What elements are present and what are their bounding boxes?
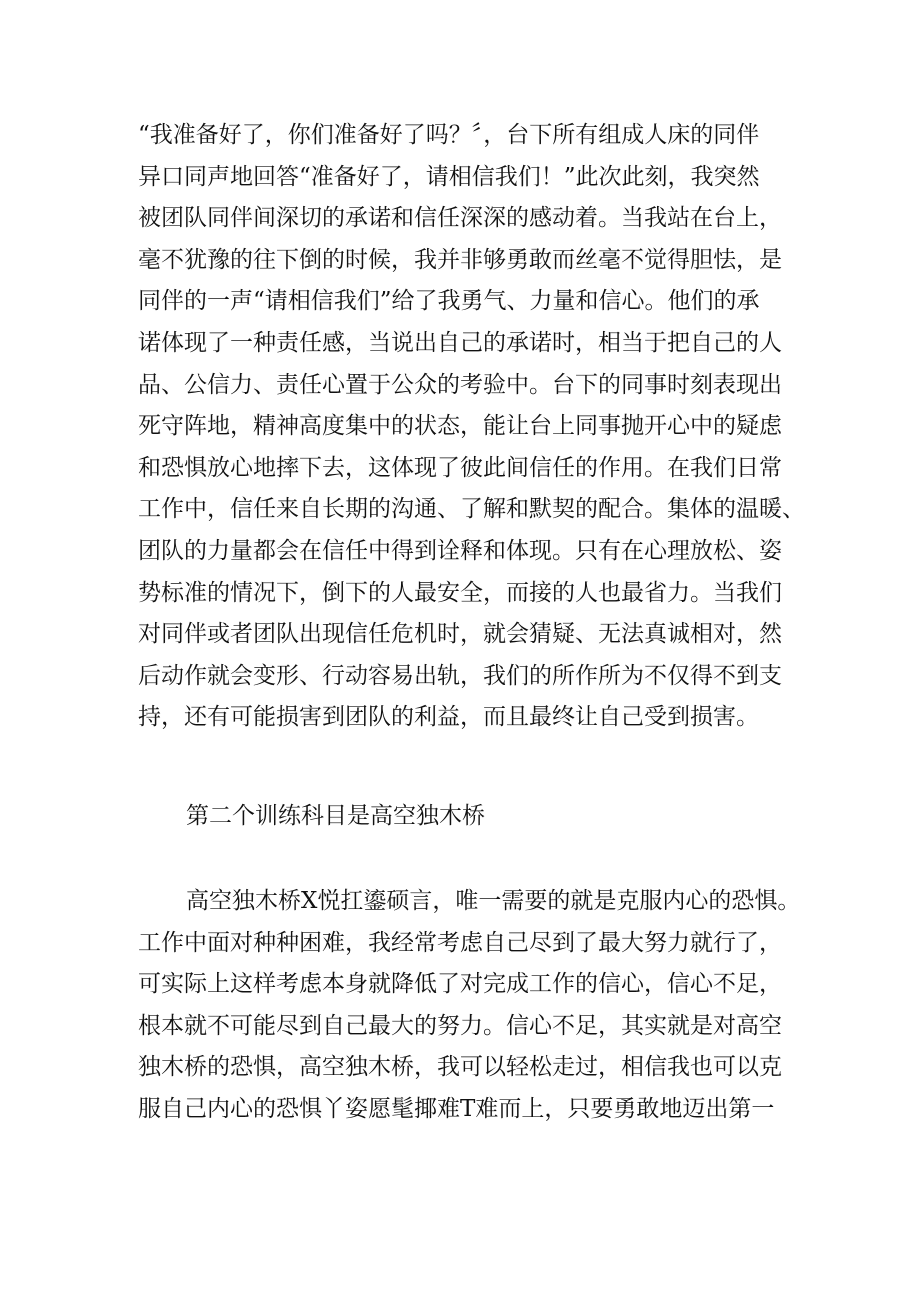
text-line: 团队的力量都会在信任中得到诠释和体现。只有在心理放松、姿 [138,537,782,564]
section-heading-paragraph [138,796,798,838]
paragraph-trust-fall [138,115,805,739]
text-line: 持，还有可能损害到团队的利益，而且最终让自己受到损害。 [138,704,759,731]
text-line: 服自己内心的恐惧丫姿愿髦揶难T难而上，只要勇敢地迈出第一 [138,1095,775,1122]
text-line: 被团队同伴间深切的承诺和信任深深的感动着。当我站在台上， [138,205,782,232]
text-line: 和恐惧放心地摔下去，这体现了彼此间信任的作用。在我们日常 [138,454,782,481]
text-line: 死守阵地，精神高度集中的状态，能让台上同事抛开心中的疑虑 [138,413,782,440]
text-line: 后动作就会变形、行动容易出轨，我们的所作所为不仅得不到支 [138,662,782,689]
text-line: 工作中，信任来自长期的沟通、了解和默契的配合。集体的温暖、 [138,496,805,523]
text-line: 势标准的情况下，倒下的人最安全，而接的人也最省力。当我们 [138,579,782,606]
text-line: 独木桥的恐惧，高空独木桥，我可以轻松走过，相信我也可以克 [138,1054,782,1081]
text-line: 根本就不可能尽到自己最大的努力。信心不足，其实就是对高空 [138,1012,782,1039]
text-line: 诺体现了一种责任感，当说出自己的承诺时，相当于把自己的人 [138,329,782,356]
section-heading: 第二个训练科目是高空独木桥 [186,803,485,829]
paragraph-high-bridge [138,881,801,1131]
text-line: 毫不犹豫的往下倒的时候，我并非够勇敢而丝毫不觉得胆怯，是 [138,246,782,273]
text-line: “我准备好了，你们准备好了吗？〞，台下所有组成人床的同伴 [138,122,760,148]
text-line: 工作中面对种种困难，我经常考虑自己尽到了最大努力就行了， [138,929,782,956]
text-line: 同伴的一声“请相信我们”给了我勇气、力量和信心。他们的承 [138,288,760,315]
text-line: 可实际上这样考虑本身就降低了对完成工作的信心，信心不足， [138,971,782,998]
text-line: 品、公信力、责任心置于公众的考验中。台下的同事时刻表现出 [138,371,782,398]
text-line: 对同伴或者团队出现信任危机时，就会猜疑、无法真诚相对，然 [138,621,782,648]
text-line: 异口同声地回答“准备好了，请相信我们！”此次此刻，我突然 [138,163,760,190]
text-line: 高空独木桥X悦扛鎏硕言，唯一需要的就是克服内心的恐惧。 [186,888,801,914]
